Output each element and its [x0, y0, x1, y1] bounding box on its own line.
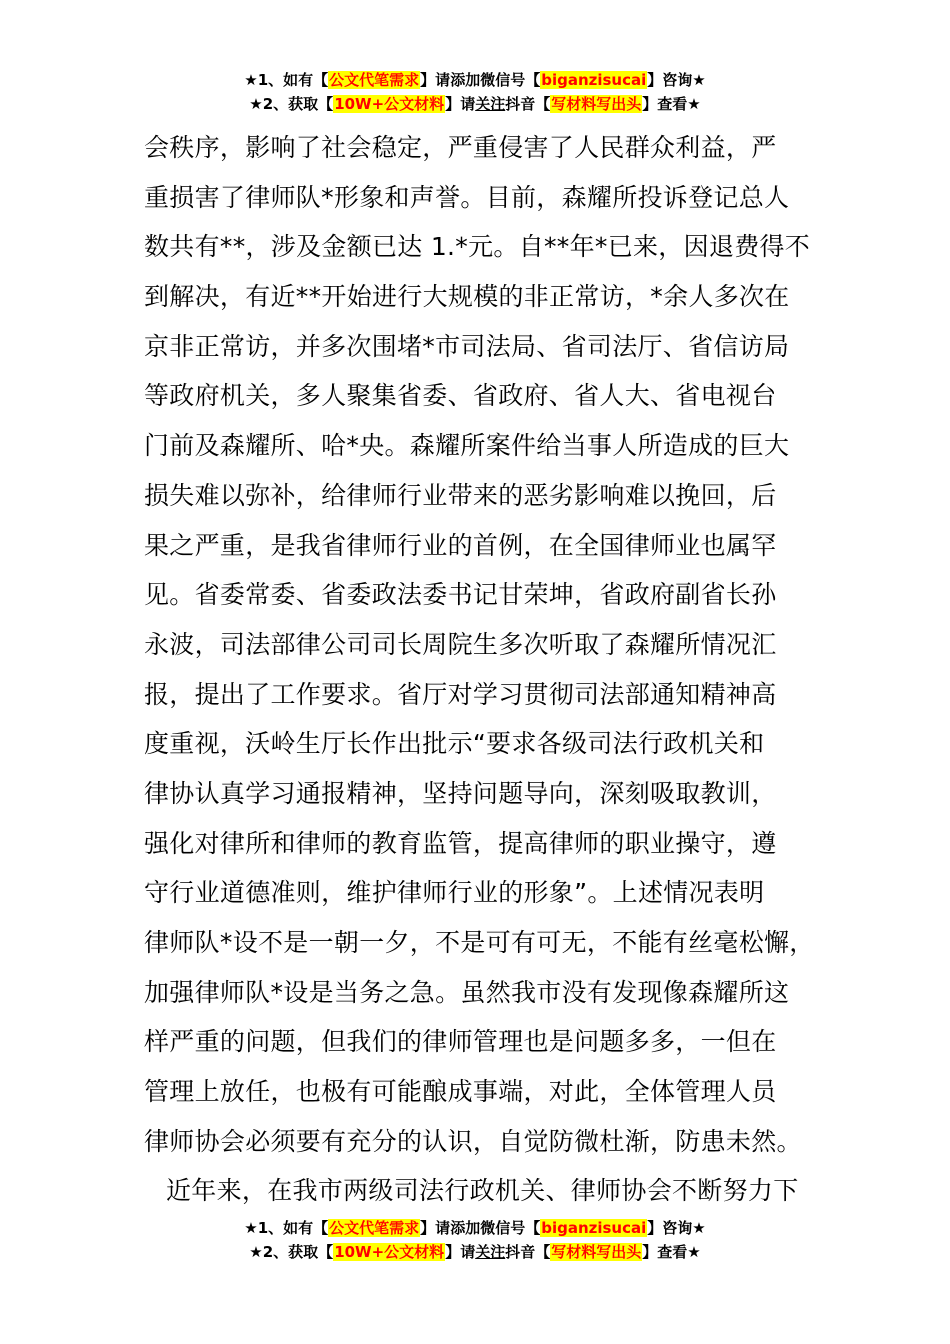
banner-text: 微信号【: [480, 71, 541, 89]
banner-text: 】咨询★: [647, 1219, 706, 1237]
body-line: 到解决，有近**开始进行大规模的非正常访，*余人多次在: [144, 282, 790, 312]
footer-banner-line-1: [0, 1216, 950, 1240]
body-line: 加强律师队*设是当务之急。虽然我市没有发现像森耀所这: [144, 977, 790, 1007]
body-line: 律师协会必须要有充分的认识，自觉防微杜渐，防患未然。: [144, 1126, 802, 1156]
body-line: 永波，司法部律公司司长周院生多次听取了森耀所情况汇: [144, 629, 777, 659]
body-line: 管理上放任，也极有可能酿成事端，对此，全体管理人员: [144, 1077, 777, 1107]
banner-highlight: 10W+公文材料: [334, 1243, 445, 1261]
body-line: 律协认真学习通报精神，坚持问题导向，深刻吸取教训，: [144, 778, 777, 808]
body-line: 会秩序，影响了社会稳定，严重侵害了人民群众利益，严: [144, 133, 777, 162]
banner-text: 】请: [445, 95, 476, 113]
banner-emphasis: 关注: [475, 95, 506, 113]
banner-emphasis: 添加: [450, 1219, 481, 1237]
banner-highlight: 公文代笔需求: [329, 71, 420, 89]
body-line: 京非正常访，并多次围堵*市司法局、省司法厅、省信访局: [144, 331, 790, 361]
banner-text: ★1、如有【: [244, 1219, 329, 1237]
banner-emphasis: 关注: [475, 1243, 506, 1261]
banner-highlight: 公文代笔需求: [329, 1219, 420, 1237]
body-line: 强化对律所和律师的教育监管，提高律师的职业操守，遵: [144, 828, 777, 858]
banner-text: ★2、获取【: [249, 95, 334, 113]
body-line: 重损害了律师队*形象和声誉。目前，森耀所投诉登记总人: [144, 182, 790, 212]
banner-text: 抖音【: [505, 1243, 551, 1261]
banner-text: 】查看★: [642, 95, 701, 113]
banner-highlight: 10W+公文材料: [334, 95, 445, 113]
body-line: 损失难以弥补，给律师行业带来的恶劣影响难以挽回，后: [144, 480, 777, 510]
banner-text: 】请: [420, 71, 451, 89]
banner-wechat-id: biganzisucai: [541, 1219, 647, 1237]
banner-text: ★2、获取【: [249, 1243, 334, 1261]
body-line: 守行业道德准则，维护律师行业的形象”。上述情况表明: [144, 878, 765, 908]
banner-text: 】请: [445, 1243, 476, 1261]
body-line: 度重视，沃岭生厅长作出批示“要求各级司法行政机关和: [144, 729, 765, 759]
footer-banner-line-2: [0, 1240, 950, 1264]
body-line: 等政府机关，多人聚集省委、省政府、省人大、省电视台: [144, 381, 777, 411]
body-line: 见。省委常委、省委政法委书记甘荣坤，省政府副省长孙: [144, 580, 777, 610]
banner-text: 】请: [420, 1219, 451, 1237]
banner-text: ★1、如有【: [244, 71, 329, 89]
body-line: 报，提出了工作要求。省厅对学习贯彻司法部通知精神高: [144, 679, 777, 709]
body-line: 数共有**，涉及金额已达 1.*元。自**年*已来，因退费得不: [144, 232, 811, 262]
banner-text: 】咨询★: [647, 71, 706, 89]
paragraph-start-line: 近年来，在我市两级司法行政机关、律师协会不断努力下: [166, 1176, 799, 1206]
document-body: [144, 123, 844, 1216]
banner-text: 微信号【: [480, 1219, 541, 1237]
banner-douyin-account: 写材料写出头: [551, 1243, 642, 1261]
banner-wechat-id: biganzisucai: [541, 71, 647, 89]
body-line: 果之严重，是我省律师行业的首例，在全国律师业也属罕: [144, 530, 777, 560]
body-line: 门前及森耀所、哈*央。森耀所案件给当事人所造成的巨大: [144, 431, 790, 461]
body-line: 律师队*设不是一朝一夕，不是可有可无，不能有丝毫松懈，: [144, 928, 815, 957]
header-banner: [0, 68, 950, 116]
footer-banner: [0, 1216, 950, 1264]
banner-text: 抖音【: [505, 95, 551, 113]
banner-douyin-account: 写材料写出头: [551, 95, 642, 113]
banner-emphasis: 添加: [450, 71, 481, 89]
banner-text: 】查看★: [642, 1243, 701, 1261]
body-line: 样严重的问题，但我们的律师管理也是问题多多，一但在: [144, 1027, 777, 1057]
header-banner-line-1: [0, 68, 950, 92]
header-banner-line-2: [0, 92, 950, 116]
